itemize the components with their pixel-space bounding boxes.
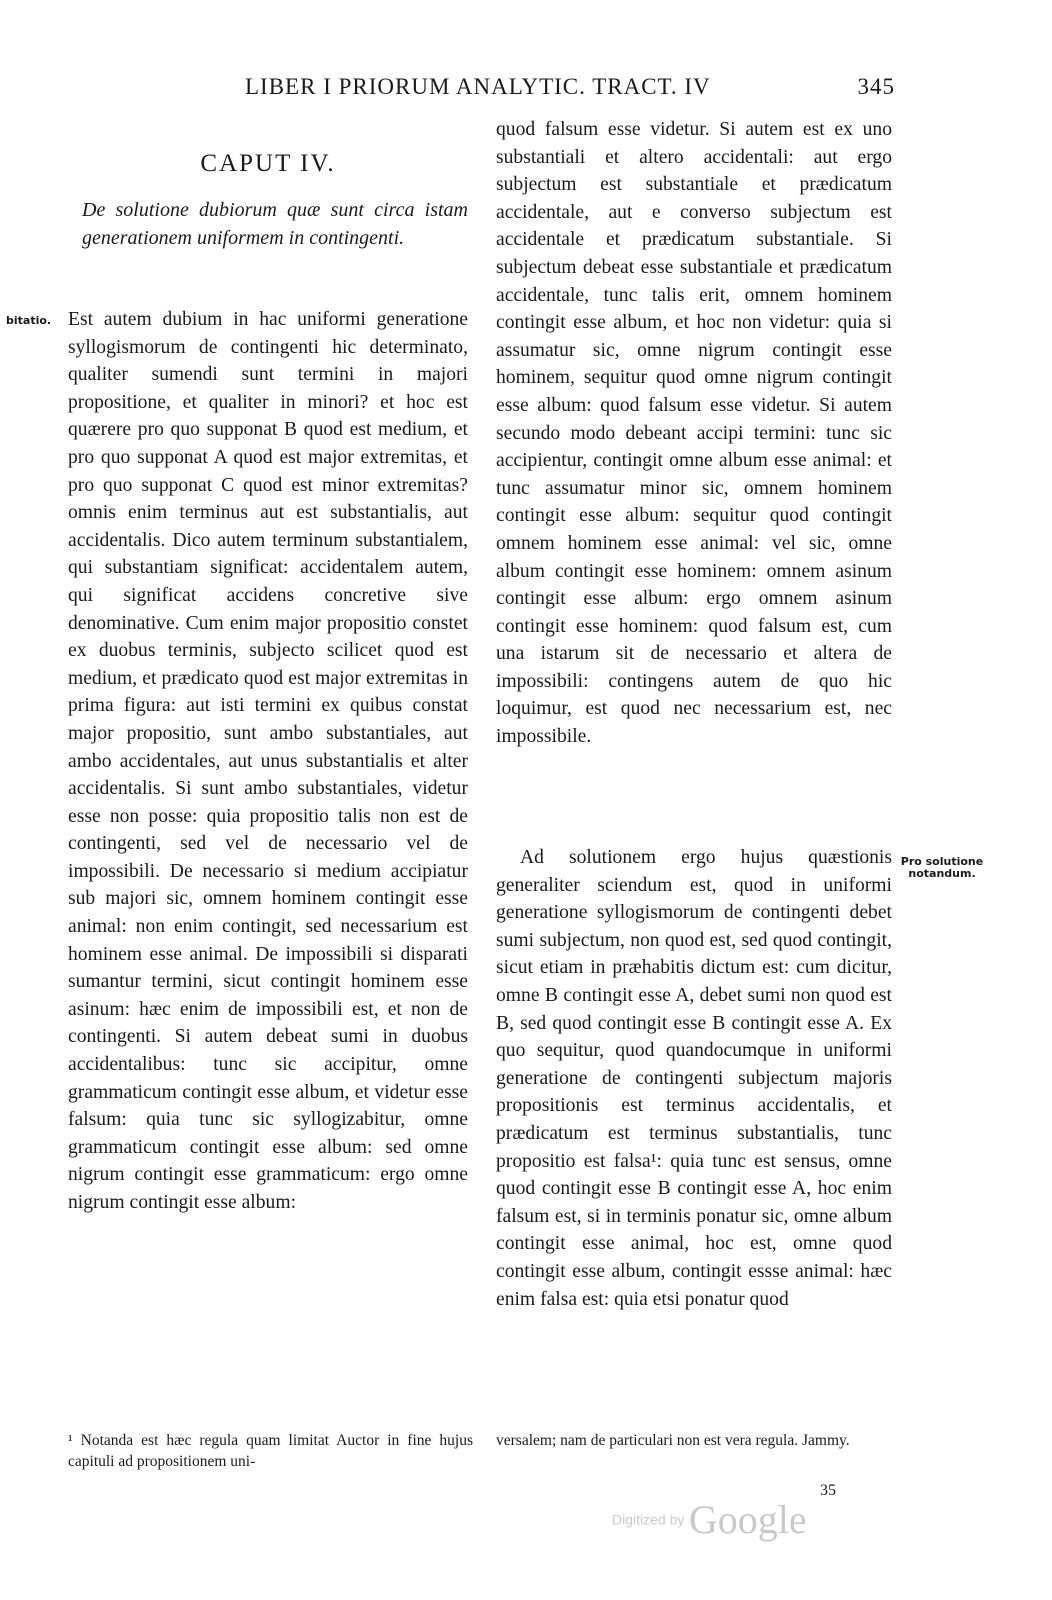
chapter-subtitle: De solutione dubiorum quæ sunt circa istam generationem uniformem in contingenti. bbox=[82, 199, 468, 249]
watermark-prefix: Digitized by bbox=[612, 1511, 685, 1528]
right-column-text-2 bbox=[496, 844, 892, 1313]
paragraph: Ad solutionem ergo hujus quæstionis generaliter sciendum est, quod in uniformi generatione syllogismorum de contingenti debet sumi subjectum, non quod est, sed quod contingit, sicut etiam in præhabitis dictum est: cum dicitur, omne B contingit esse A, debet sumi non quod est B, sed quod contingit esse B contingit esse A. Ex quo sequitur, quod quandocumque in uniformi generatione de contingenti subjectum majoris propositionis est terminus accidentalis, et prædicatum est terminus substantialis, tunc propositio est falsa¹: quia tunc est sensus, omne quod contingit esse B contingit esse A, hoc enim falsum est, si in terminis ponatur sic, omne album contingit esse animal, hoc est, omne quod contingit esse album, contingit essse animal: hæc enim falsa est: quia etsi ponatur quod bbox=[496, 847, 892, 1310]
right-column-text-1 bbox=[496, 116, 892, 751]
margin-note-right: Pro solutione notandum. bbox=[900, 855, 984, 880]
paragraph: Est autem dubium in hac uniformi generatione syllogismorum de contingenti hic determinato, qualiter sumendi sunt termini in majori propositione, et qualiter in minori? et hoc est quærere pro quo supponat B quod est medium, et pro quo supponat A quod est major extremitas, et pro quo supponat C quod est minor extremitas? omnis enim terminus aut est substantialis, aut accidentalis. Dico autem terminum substantialem, qui substantiam significat: accidentalem autem, qui significat accidens concretive sive denominative. Cum enim major propositio constet ex duobus terminis, subjecto scilicet quod est medium, et prædicato quod est major extremitas in prima figura: aut isti termini ex quibus constat major propositio, sunt ambo substantiales, aut ambo accidentales, aut unus substantialis et alter accidentalis. Si sunt ambo substantiales, videtur esse non posse: quia propositio talis non est de contingenti, sed vel de necessario vel de impossibili. De necessario si medium accipiatur sub majori sic, omnem hominem contingit esse animal: non enim contingit, sed necessarium est hominem esse animal. De impossibili si disparati sumantur termini, sicut contingit hominem esse asinum: hæc enim de impossibili est, et non de contingenti. Si autem debeat sumi in duobus accidentalibus: tunc sic accipitur, omne grammaticum contingit esse album, et videtur esse falsum: quia tunc sic syllogizabitur, omne grammaticum contingit esse album: sed omne nigrum contingit esse grammaticum: ergo omne nigrum contingit esse album: bbox=[68, 309, 468, 1213]
running-title: LIBER I PRIORUM ANALYTIC. TRACT. IV bbox=[245, 74, 711, 99]
footnote-left: ¹ Notanda est hæc regula quam limitat Auctor in fine hujus capituli ad propositionem uni- bbox=[68, 1432, 473, 1470]
chapter-heading: CAPUT IV. bbox=[200, 150, 336, 177]
paragraph: quod falsum esse videtur. Si autem est ex uno substantiali et altero accidentali: aut ergo subjectum est substantiale et prædicatum accidentale, aut e converso subjectum est accidentale et prædicatum substantiale. Si subjectum debeat esse substantiale et prædicatum accidentale, tunc talis erit, omnem hominem contingit esse album, et hoc non videtur: quia si assumatur sic, omne nigrum contingit esse hominem, sequitur quod omne nigrum contingit esse album: quod falsum esse videtur. Si autem secundo modo debeant accipi termini: tunc sic accipientur, contingit omne album esse animal: et tunc assumatur minor sic, omnem hominem contingit esse album: sequitur quod contingit omnem hominem esse animal: vel sic, omne album contingit esse hominem: omnem asinum contingit esse album: ergo omnem asinum contingit esse hominem: quod falsum est, cum una istarum sit de necessario et altera de impossibili: contingens autem de quo hic loquimur, est quod nec necessarium est, nec impossibile. bbox=[496, 119, 892, 748]
margin-note-left: bitatio. bbox=[6, 314, 52, 327]
digitized-watermark bbox=[612, 1496, 807, 1543]
watermark-brand: Google bbox=[688, 1497, 807, 1542]
signature-mark: 35 bbox=[820, 1482, 836, 1499]
page-number: 345 bbox=[857, 74, 895, 99]
footnote-right: versalem; nam de particulari non est vera regula. Jammy. bbox=[496, 1432, 850, 1449]
left-column-text bbox=[68, 306, 468, 1217]
